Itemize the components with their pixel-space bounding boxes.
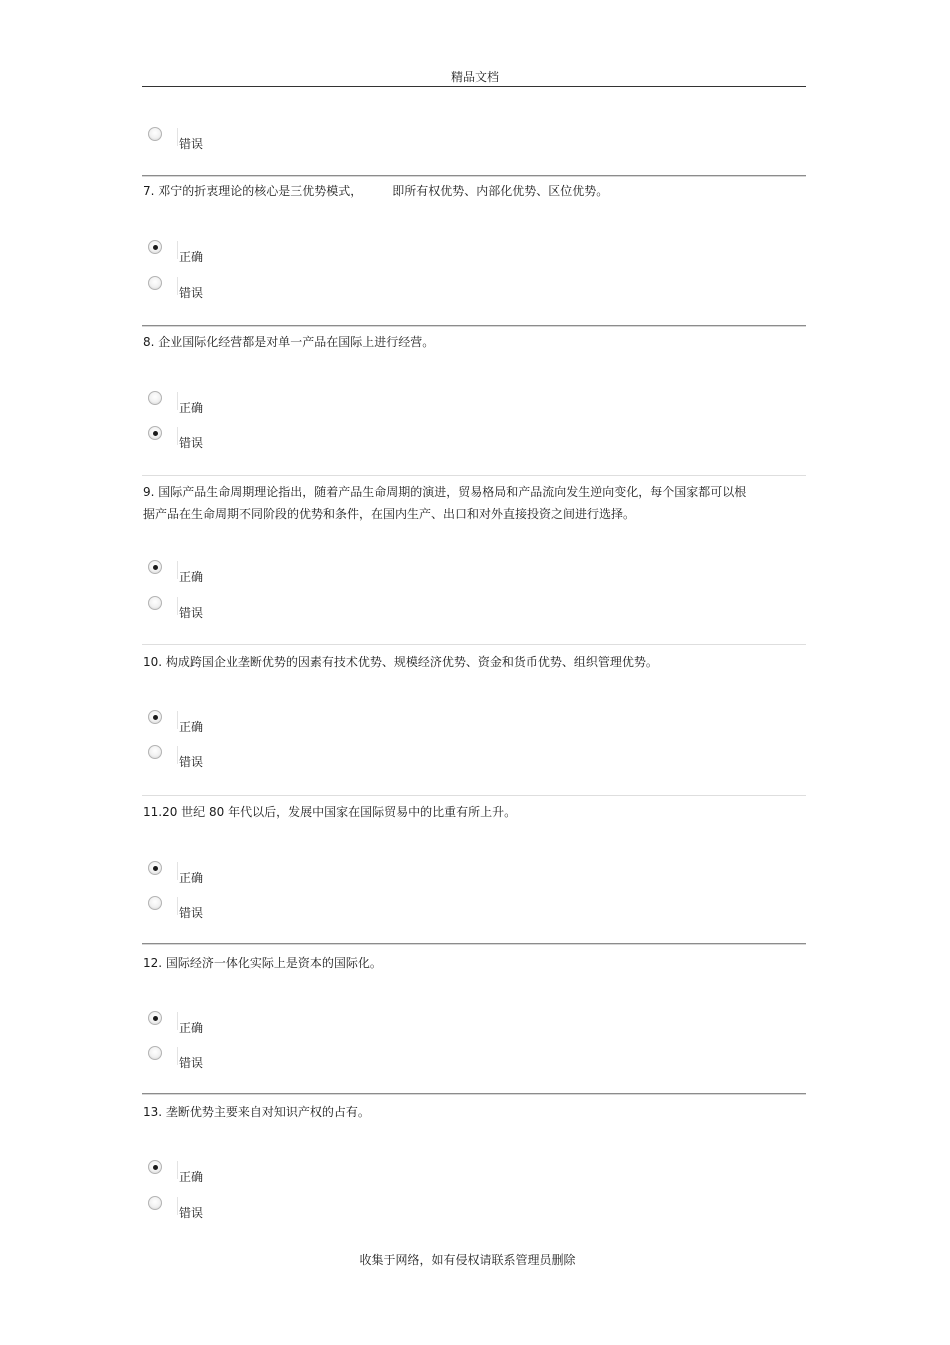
option-label: 错误 [179, 906, 204, 920]
question-separator [142, 175, 806, 176]
option-label: 正确 [179, 570, 204, 584]
page-header: 精品文档 [450, 70, 499, 84]
radio-selected-dot [153, 431, 158, 436]
question-separator [142, 795, 806, 796]
question-separator [142, 475, 806, 476]
question-12-text: 12. 国际经济一体化实际上是资本的国际化。 [143, 956, 382, 970]
option-label: 正确 [179, 401, 204, 415]
question-separator [142, 644, 806, 645]
radio-button-icon[interactable] [148, 745, 162, 759]
option-divider [177, 1012, 178, 1030]
option-wrong-q12[interactable] [148, 1046, 268, 1078]
question-8-text: 8. 企业国际化经营都是对单一产品在国际上进行经营。 [143, 335, 435, 349]
radio-button-icon[interactable] [148, 1160, 162, 1174]
question-separator [142, 1093, 806, 1094]
option-label: 错误 [179, 436, 204, 450]
question-separator [142, 943, 806, 944]
option-label: 正确 [179, 720, 204, 734]
option-divider [177, 711, 178, 729]
option-divider [177, 128, 178, 146]
option-divider [177, 1047, 178, 1065]
radio-button-icon[interactable] [148, 596, 162, 610]
option-divider [177, 862, 178, 880]
option-label: 错误 [179, 1056, 204, 1070]
option-divider [177, 427, 178, 445]
option-divider [177, 277, 178, 295]
radio-button-icon[interactable] [148, 1046, 162, 1060]
radio-selected-dot [153, 245, 158, 250]
option-divider [177, 897, 178, 915]
question-7-text: 7. 邓宁的折衷理论的核心是三优势模式， 即所有权优势、内部化优势、区位优势。 [143, 184, 609, 198]
option-correct-q13[interactable] [148, 1160, 268, 1192]
option-correct-q11[interactable] [148, 861, 268, 893]
radio-button-icon[interactable] [148, 391, 162, 405]
option-label: 错误 [179, 606, 204, 620]
radio-button-icon[interactable] [148, 240, 162, 254]
option-divider [177, 746, 178, 764]
question-separator [142, 325, 806, 326]
radio-button-icon[interactable] [148, 560, 162, 574]
radio-button-icon[interactable] [148, 896, 162, 910]
radio-selected-dot [153, 866, 158, 871]
option-divider [177, 241, 178, 259]
question-13-text: 13. 垄断优势主要来自对知识产权的占有。 [143, 1105, 370, 1119]
option-wrong-q13[interactable] [148, 1196, 268, 1228]
option-label: 正确 [179, 1021, 204, 1035]
radio-selected-dot [153, 715, 158, 720]
option-divider [177, 561, 178, 579]
radio-selected-dot [153, 1165, 158, 1170]
option-label: 错误 [179, 286, 204, 300]
question-9-text: 9. 国际产品生命周期理论指出，随着产品生命周期的演进，贸易格局和产品流向发生逆向变化，每个国家都可以根据产品在生命周期不同阶段的优势和条件，在国内生产、出口和对外直接投资之间进行选择。 [143, 485, 747, 521]
radio-button-icon[interactable] [148, 1011, 162, 1025]
option-wrong-q7[interactable] [148, 276, 268, 308]
radio-selected-dot [153, 565, 158, 570]
option-divider [177, 1197, 178, 1215]
question-11-text: 11.20 世纪 80 年代以后，发展中国家在国际贸易中的比重有所上升。 [143, 805, 517, 819]
option-label: 正确 [179, 250, 204, 264]
radio-button-icon[interactable] [148, 1196, 162, 1210]
header-divider [142, 86, 806, 87]
option-correct-q7[interactable] [148, 240, 268, 272]
page-footer: 收集于网络，如有侵权请联系管理员删除 [359, 1253, 576, 1267]
option-wrong-q11[interactable] [148, 896, 268, 928]
radio-button-icon[interactable] [148, 276, 162, 290]
question-10-text: 10. 构成跨国企业垄断优势的因素有技术优势、规模经济优势、资金和货币优势、组织管理优势。 [143, 655, 658, 669]
option-correct-q9[interactable] [148, 560, 268, 592]
option-wrong-q6[interactable] [148, 127, 268, 159]
radio-button-icon[interactable] [148, 861, 162, 875]
option-label: 错误 [179, 1206, 204, 1220]
option-label: 错误 [179, 137, 204, 151]
option-divider [177, 392, 178, 410]
option-correct-q8[interactable] [148, 391, 268, 423]
option-label: 错误 [179, 755, 204, 769]
option-divider [177, 597, 178, 615]
option-correct-q12[interactable] [148, 1011, 268, 1043]
option-correct-q10[interactable] [148, 710, 268, 742]
option-label: 正确 [179, 871, 204, 885]
radio-button-icon[interactable] [148, 426, 162, 440]
radio-button-icon[interactable] [148, 127, 162, 141]
option-wrong-q9[interactable] [148, 596, 268, 628]
option-divider [177, 1161, 178, 1179]
option-wrong-q8[interactable] [148, 426, 268, 458]
option-wrong-q10[interactable] [148, 745, 268, 777]
radio-button-icon[interactable] [148, 710, 162, 724]
option-label: 正确 [179, 1170, 204, 1184]
radio-selected-dot [153, 1016, 158, 1021]
